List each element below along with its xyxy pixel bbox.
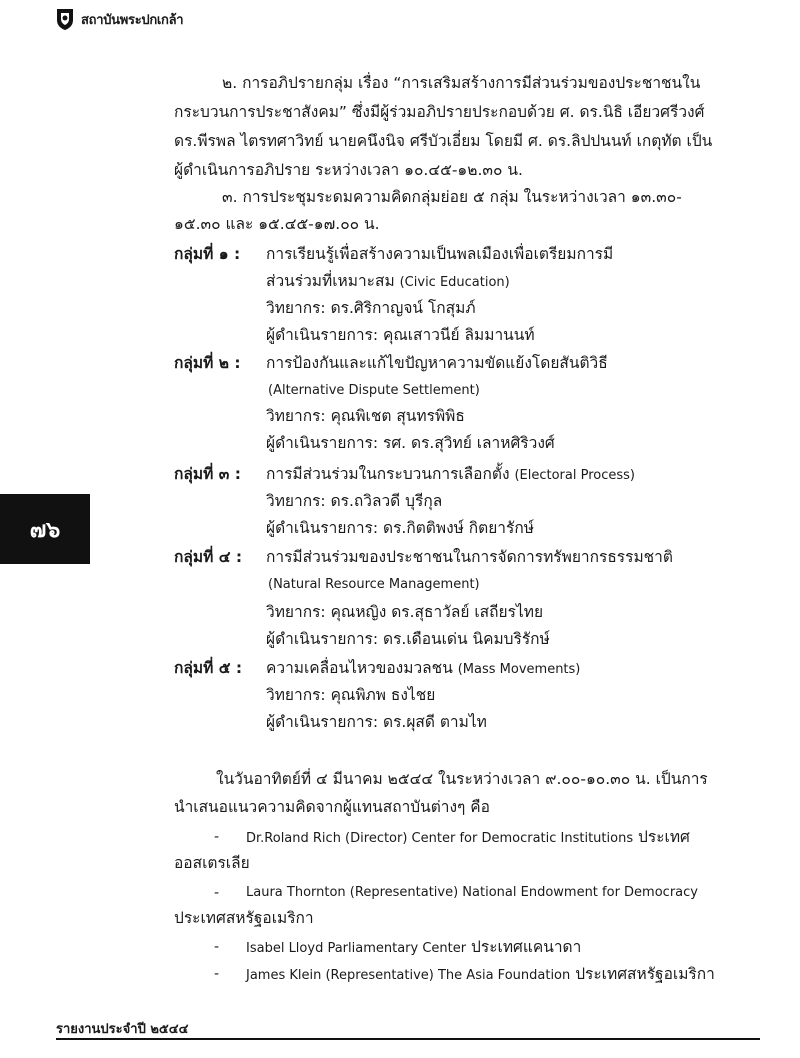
presenter-3: Isabel Lloyd Parliamentary Center ประเทศแคนาดา [246, 938, 582, 956]
presenter-2-dash: - [214, 885, 220, 901]
presenter-4-dash: - [214, 966, 220, 982]
presenter-4: James Klein (Representative) The Asia Foundation ประเทศสหรัฐอเมริกา [246, 965, 715, 983]
group-5-topic: ความเคลื่อนไหวของมวลชน (Mass Movements) [266, 659, 581, 677]
group-5-label: กลุ่มที่ ๕ : [174, 659, 243, 677]
group-1-topic-cont: ส่วนร่วมที่เหมาะสม (Civic Education) [266, 272, 510, 290]
item3-line-1: ๓. การประชุมระดมความคิดกลุ่มย่อย ๕ กลุ่ม ในระหว่างเวลา ๑๓.๓๐- [222, 188, 682, 206]
group-3-speaker: วิทยากร: ดร.ถวิลวดี บุรีกุล [266, 492, 443, 510]
item2-line-2: กระบวนการประชาสังคม” ซึ่งมีผู้ร่วมอภิปรายประกอบด้วย ศ. ดร.นิธิ เอียวศรีวงศ์ [174, 103, 705, 121]
footer-report-title: รายงานประจำปี ๒๕๔๔ [56, 1022, 189, 1037]
footer-rule [56, 1038, 760, 1040]
group-5-moderator: ผู้ดำเนินรายการ: ดร.ผุสดี ตามไท [266, 713, 487, 731]
shield-crest-icon [55, 7, 75, 31]
presenter-2-country: ประเทศสหรัฐอเมริกา [174, 909, 314, 927]
page-header [55, 6, 183, 32]
sunday-line-1: ในวันอาทิตย์ที่ ๔ มีนาคม ๒๕๔๔ ในระหว่างเวลา ๙.๐๐-๑๐.๓๐ น. เป็นการ [216, 770, 708, 788]
presenter-2: Laura Thornton (Representative) National Endowment for Democracy [246, 885, 698, 900]
group-3-moderator: ผู้ดำเนินรายการ: ดร.กิตติพงษ์ กิตยารักษ์ [266, 519, 534, 537]
group-1-moderator: ผู้ดำเนินรายการ: คุณเสาวนีย์ ลิมมานนท์ [266, 326, 535, 344]
group-4-speaker: วิทยากร: คุณหญิง ดร.สุธาวัลย์ เสถียรไทย [266, 603, 544, 621]
group-3-topic: การมีส่วนร่วมในกระบวนการเลือกตั้ง (Electoral Process) [266, 465, 635, 483]
group-4-topic: การมีส่วนร่วมของประชาชนในการจัดการทรัพยากรธรรมชาติ [266, 548, 673, 566]
presenter-1-country: ออสเตรเลีย [174, 854, 250, 872]
group-1-label: กลุ่มที่ ๑ : [174, 245, 241, 263]
item3-line-2: ๑๕.๓๐ และ ๑๕.๔๕-๑๗.๐๐ น. [174, 215, 380, 233]
group-2-topic: การป้องกันและแก้ไขปัญหาความขัดแย้งโดยสันติวิธี [266, 354, 608, 372]
group-1-speaker: วิทยากร: ดร.ศิริกาญจน์ โกสุมภ์ [266, 299, 476, 317]
group-5-speaker: วิทยากร: คุณพิภพ ธงไชย [266, 686, 436, 704]
group-1-topic: การเรียนรู้เพื่อสร้างความเป็นพลเมืองเพื่อเตรียมการมี [266, 245, 614, 263]
item2-line-4: ผู้ดำเนินการอภิปราย ระหว่างเวลา ๑๐.๔๕-๑๒.๓๐ น. [174, 161, 523, 179]
item2-line-1: ๒. การอภิปรายกลุ่ม เรื่อง “การเสริมสร้างการมีส่วนร่วมของประชาชนใน [222, 74, 701, 92]
presenter-1-dash: - [214, 829, 220, 845]
group-2-topic-en: (Alternative Dispute Settlement) [268, 383, 480, 398]
group-4-label: กลุ่มที่ ๔ : [174, 548, 243, 566]
page-number-tab: ๗๖ [0, 494, 90, 564]
organization-name: สถาบันพระปกเกล้า [81, 12, 184, 28]
group-3-label: กลุ่มที่ ๓ : [174, 465, 241, 483]
group-4-moderator: ผู้ดำเนินรายการ: ดร.เดือนเด่น นิคมบริรักษ์ [266, 630, 550, 648]
sunday-line-2: นำเสนอแนวความคิดจากผู้แทนสถาบันต่างๆ คือ [174, 798, 490, 816]
item2-line-3: ดร.พีรพล ไตรทศาวิทย์ นายคนึงนิจ ศรีบัวเอี่ยม โดยมี ศ. ดร.ลิปปนนท์ เกตุทัต เป็น [174, 132, 713, 150]
presenter-3-dash: - [214, 939, 220, 955]
presenter-1: Dr.Roland Rich (Director) Center for Democratic Institutions ประเทศ [246, 828, 690, 846]
group-4-topic-en: (Natural Resource Management) [268, 577, 480, 592]
group-2-label: กลุ่มที่ ๒ : [174, 354, 241, 372]
group-2-moderator: ผู้ดำเนินรายการ: รศ. ดร.สุวิทย์ เลาหศิริวงศ์ [266, 434, 555, 452]
group-2-speaker: วิทยากร: คุณพิเชต สุนทรพิพิธ [266, 407, 465, 425]
